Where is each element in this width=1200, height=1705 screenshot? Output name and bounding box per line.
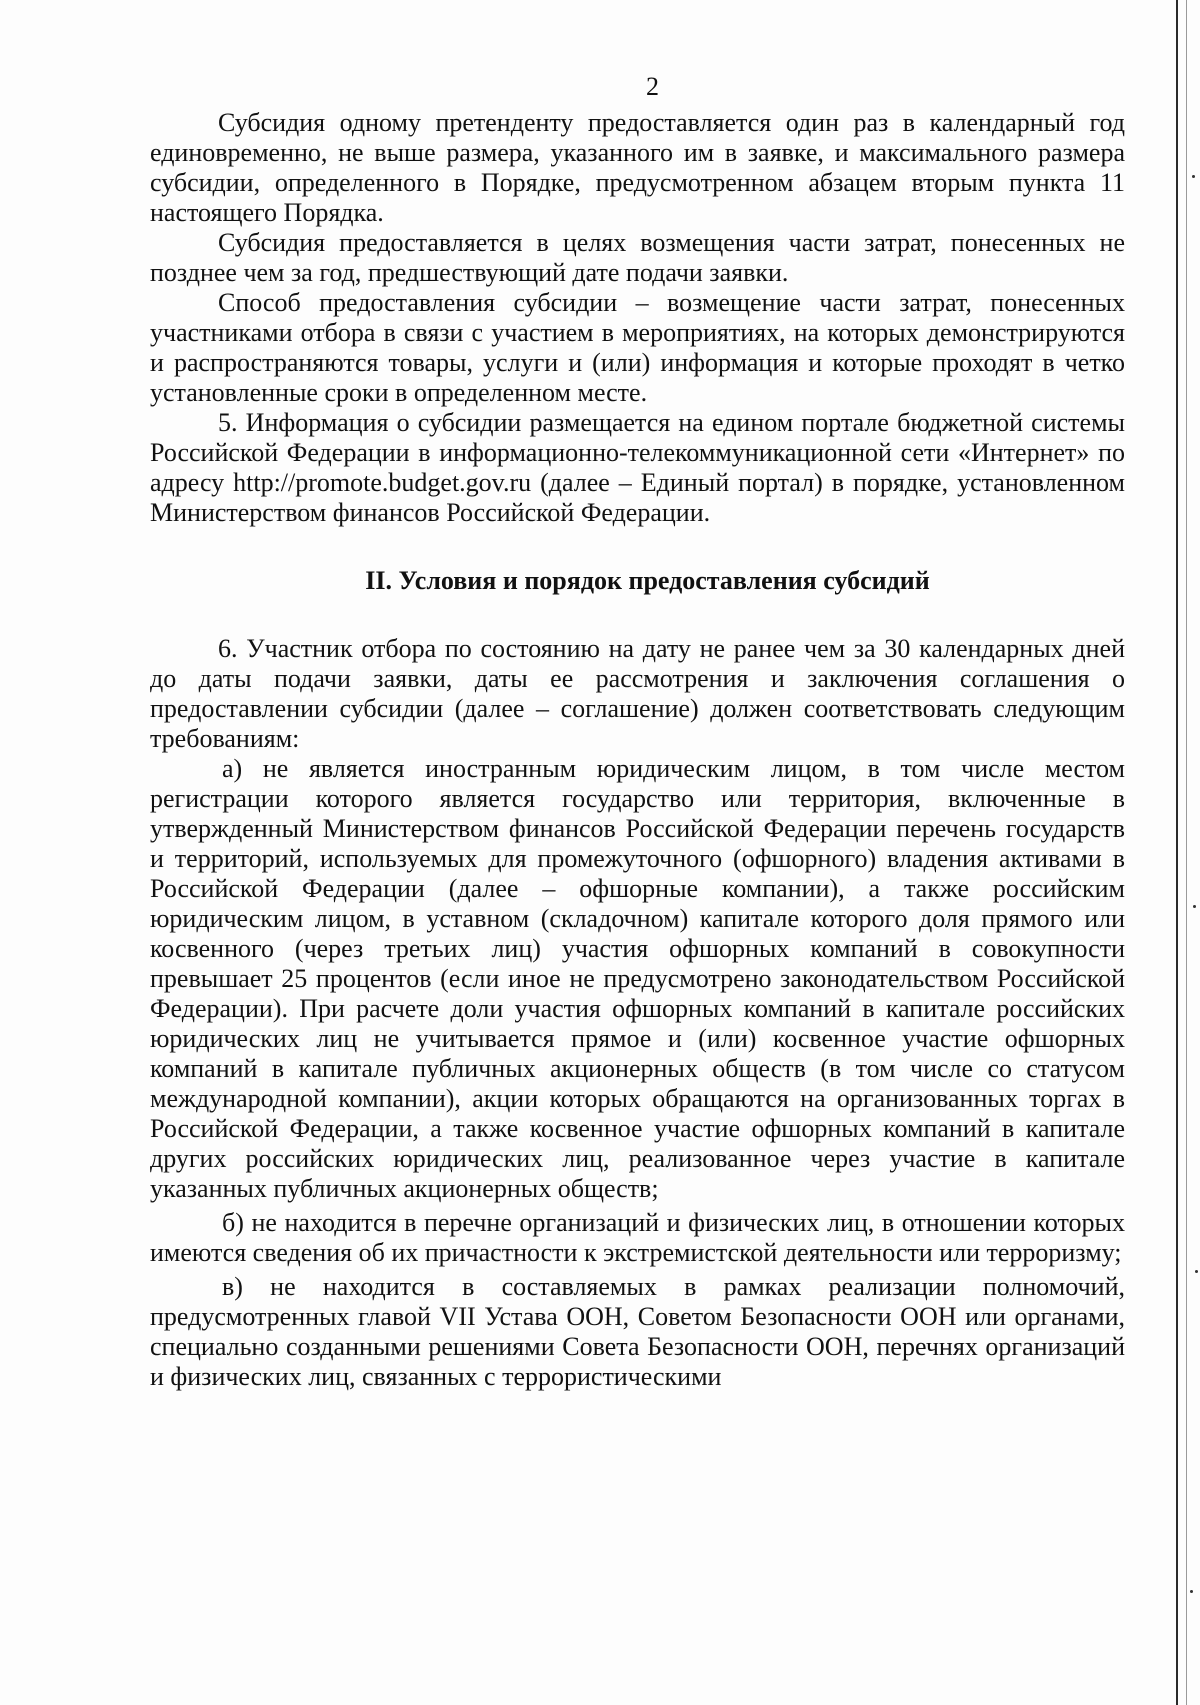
subitem-a: а) не является иностранным юридическим лицом, в том числе местом регистрации которого является государство или территория, включенные в утвержденный Министерством финансов Российской Федерации перечень государств и территорий, используемых для промежуточного (офшорного) владения активами в Российской Федерации (далее – офшорные компании), а также российским юридическим лицом, в уставном (складочном) капитале которого доля прямого или косвенного (через третьих лиц) участия офшорных компаний в совокупности превышает 25 процентов (если иное не предусмотрено законодательством Российской Федерации). При расчете доли участия офшорных компаний в капитале российских юридических лиц не учитывается прямое и (или) косвенное участие офшорных компаний в капитале публичных акционерных обществ (в том числе со статусом международной компании), акции которых обращаются на организованных торгах в Российской Федерации, а также косвенное участие офшорных компаний в капитале других российских юридических лиц, реализованное через участие в капитале указанных публичных акционерных обществ; (150, 754, 1125, 1203)
section-heading: II. Условия и порядок предоставления субсидий (365, 566, 930, 595)
paragraph-subsidy-once: Субсидия одному претенденту предоставляется один раз в календарный год единовременно, не выше размера, указанного им в заявке, и максимального размера субсидии, определенного в Порядке, предусмотренном абзацем вторым пункта 11 настоящего Порядка. (150, 108, 1125, 227)
paragraph-item-6: 6. Участник отбора по состоянию на дату не ранее чем за 30 календарных дней до даты подачи заявки, даты ее рассмотрения и заключения соглашения о предоставлении субсидии (далее – соглашение) должен соответствовать следующим требованиям: (150, 634, 1125, 753)
document-body (150, 72, 1125, 1392)
scan-speck (1192, 175, 1195, 178)
paragraph-subsidy-purpose: Субсидия предоставляется в целях возмещения части затрат, понесенных не позднее чем за год, предшествующий дате подачи заявки. (150, 228, 1125, 287)
scan-speck (1195, 1270, 1198, 1273)
paragraph-subsidy-method: Способ предоставления субсидии – возмещение части затрат, понесенных участниками отбора в связи с участием в мероприятиях, на которых демонстрируются и распространяются товары, услуги и (или) информация и которые проходят в четко установленные сроки в определенном месте. (150, 288, 1125, 407)
scan-edge-line (1176, 0, 1178, 1705)
page-number: 2 (646, 72, 659, 101)
subitem-b: б) не находится в перечне организаций и физических лиц, в отношении которых имеются сведения об их причастности к экстремистской деятельности или терроризму; (150, 1208, 1125, 1267)
scan-speck (1190, 1590, 1193, 1593)
subitem-v: в) не находится в составляемых в рамках реализации полномочий, предусмотренных главой VII Устава ООН, Советом Безопасности ООН или органами, специально созданными решениями Совета Безопасности ООН, перечнях организаций и физических лиц, связанных с террористическими (150, 1272, 1125, 1391)
scan-speck (1193, 905, 1196, 908)
paragraph-item-5: 5. Информация о субсидии размещается на едином портале бюджетной системы Российской Федерации в информационно-телекоммуникационной сети «Интернет» по адресу http://promote.budget.gov.ru (далее – Единый портал) в порядке, установленном Министерством финансов Российской Федерации. (150, 408, 1125, 527)
scan-edge-line-inner (1186, 0, 1187, 1705)
